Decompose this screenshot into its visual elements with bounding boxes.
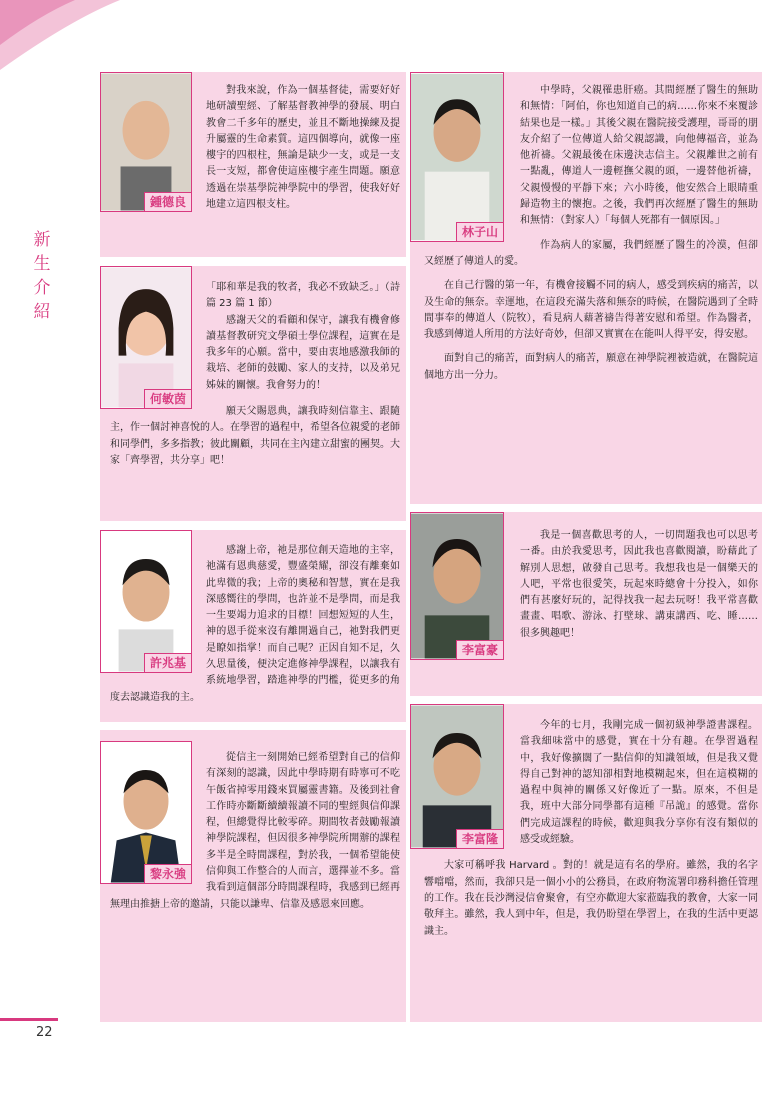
paragraph: 中學時，父親罹患肝癌。其間經歷了醫生的無助和無情：「阿伯，你也知道自己的病……你來不來覆診結果也是一樣。」其後父親在醫院接受護理，哥哥的朋友介紹了一位傳道人給父親認識，向他傳福音，並為他祈禱。父親最後在床邊決志信主。父親離世之前有一點亂，傳道人一邊輕撫父親的頭，一邊替他祈禱，父親慢慢的平靜下來；六小時後，他安然合上眼睛重歸造物主的懷抱。之後，我們再次經歷了醫生的無助和無情：（對家人）「每個人死都有一個原因。」	[520, 85, 758, 227]
photo-wrap-spacer	[110, 543, 206, 675]
section-title-char: 新	[33, 230, 51, 250]
paragraph: 願天父賜恩典，讓我時刻信靠主、跟隨主，作一個討神喜悅的人。在學習的過程中，希望各位親愛的老師和同學們，多多指教；彼此關顧，共同在主內建立甜蜜的團契。大家「齊學習，共分享」吧！	[110, 406, 400, 466]
profile-text	[110, 750, 400, 913]
section-title-char: 紹	[33, 302, 51, 322]
photo-wrap-spacer	[110, 83, 206, 218]
profile-text	[110, 543, 400, 706]
paragraph: 大家可稱呼我 Harvard 。對的！就是這有名的學府。雖然，我的名字響噹噹，然而，我卻只是一個小小的公務員，在政府物流署印務科擔任管理的工作。我在長沙灣浸信會聚會，有空亦歡迎大家蒞臨我的教會，大家一同敬拜主。雖然，我人到中年，但是，我仍盼望在學習上，在我的生活中更認識主。	[424, 860, 758, 937]
profile-text	[110, 280, 400, 469]
person-name: 林子山	[456, 222, 503, 241]
paragraph: 感謝天父的看顧和保守，讓我有機會修讀基督教研究文學碩士學位課程，這實在是我多年的心願。當中，要由衷地感激我師的栽培、老師的鼓勵、家人的支持，以及弟兄姊妹的關懷。我會努力的！	[206, 314, 400, 391]
profile-text	[424, 718, 758, 940]
photo-wrap-spacer	[424, 528, 520, 668]
photo-wrap-spacer	[110, 750, 206, 886]
person-name: 何敏茵	[144, 389, 191, 408]
quote: 「耶和華是我的牧者，我必不致缺乏。」（詩篇 23 篇 1 節）	[206, 282, 400, 310]
paragraph: 感謝上帝，祂是那位創天造地的主宰，祂滿有恩典慈愛，豐盛榮耀，卻沒有離棄如此卑微的我；上帝的奧秘和智慧，實在是我深感嚮往的學問，也許並不是學問，而是我一生要竭力追求的目標！回想短短的人生，神的恩手從來沒有離開過自己，祂對我們更是瞭如指掌！而自己呢？正因自知不足，久久思量後，便決定進修神學課程，以讓我有系統地學習，踏進神學的門檻，從更多的角度去認識造我的主。	[110, 545, 400, 703]
photo-wrap-spacer	[424, 83, 520, 243]
person-name: 黎永強	[144, 864, 191, 883]
paragraph: 今年的七月，我剛完成一個初級神學證書課程。當我細味當中的感覺，實在十分有趣。在學習過程中，我好像擴闊了一點信仰的知識領域，但是我又覺得自己對神的認知卻相對地模糊起來，但在這模糊的過程中與神的關係又好像近了一點。原來，不但是我，班中大部分同學都有這種『吊詭』的感覺。當你們完成這課程的時候，歡迎與我分享你有沒有類似的感受或經驗。	[520, 720, 758, 846]
person-name: 李富隆	[456, 829, 503, 848]
profile-text	[110, 83, 400, 218]
profile-text	[424, 83, 758, 384]
section-title-char: 介	[33, 278, 51, 298]
person-name: 鍾德良	[144, 192, 191, 211]
paragraph: 對我來說，作為一個基督徒，需要好好地研讀聖經、了解基督教神學的發展、明白教會二千多年的歷史，並且不斷地操練及提升屬靈的生命素質。這四個導向，就像一座樓宇的四根柱，無論是缺少一支，或是一支長一支短，都會使這座樓宇產生問題。願意透過在崇基學院神學院中的學習，使我好好地建立這四根支柱。	[206, 85, 400, 211]
paragraph: 面對自己的痛苦，面對病人的痛苦，願意在神學院裡被造就，在醫院這個地方出一分力。	[424, 353, 758, 381]
footer-rule	[0, 1018, 58, 1021]
person-name: 許兆基	[144, 653, 191, 672]
profile-text	[424, 528, 758, 668]
page-number: 22	[36, 1025, 53, 1040]
corner-decoration	[0, 0, 120, 70]
photo-wrap-spacer	[424, 718, 520, 858]
paragraph: 作為病人的家屬，我們經歷了醫生的冷漠，但卻又經歷了傳道人的愛。	[424, 239, 758, 267]
section-title	[30, 228, 54, 324]
person-name: 李富豪	[456, 640, 503, 659]
paragraph: 從信主一刻開始已經希望對自己的信仰有深刻的認識，因此中學時期有時寧可不吃午飯省掉零用錢來買屬靈書籍。及後到社會工作時亦斷斷續續報讀不同的聖經與信仰課程，但總覺得比較零碎。期間牧者鼓勵報讀神學院課程，但因很多神學院所開辦的課程多半是全時間課程，對於我，一個希望能使信仰與工作整合的人而言，選擇並不多。當我看到這個部分時間課程時，我感到已經再無理由推搪上帝的邀請，只能以謙卑、信靠及感恩來回應。	[110, 752, 400, 910]
photo-wrap-spacer	[110, 280, 206, 408]
paragraph: 在自己行醫的第一年，有機會接觸不同的病人，感受到疾病的痛苦，以及生命的無奈。幸運地，在這段充滿失落和無奈的時候，在醫院遇到了全時間事奉的傳道人（院牧），看見病人藉著禱告得著安慰和希望。作為醫者，我感到傳道人所用的方法好奇妙，但卻又實實在在能叫人得平安，得安慰。	[424, 280, 758, 341]
paragraph: 我是一個喜歡思考的人，一切問題我也可以思考一番。由於我愛思考，因此我也喜歡閱讀，盼藉此了解別人思想，啟發自己思考。我想我也是一個樂天的人吧，平常也很愛笑，玩起來時總會十分投入，如你們有甚麼好玩的，記得找我一起去玩呀！我平常喜歡畫畫、唱歌、游泳、打壁球、講東講西、吃、睡……很多興趣吧！	[520, 530, 758, 639]
section-title-char: 生	[33, 254, 51, 274]
